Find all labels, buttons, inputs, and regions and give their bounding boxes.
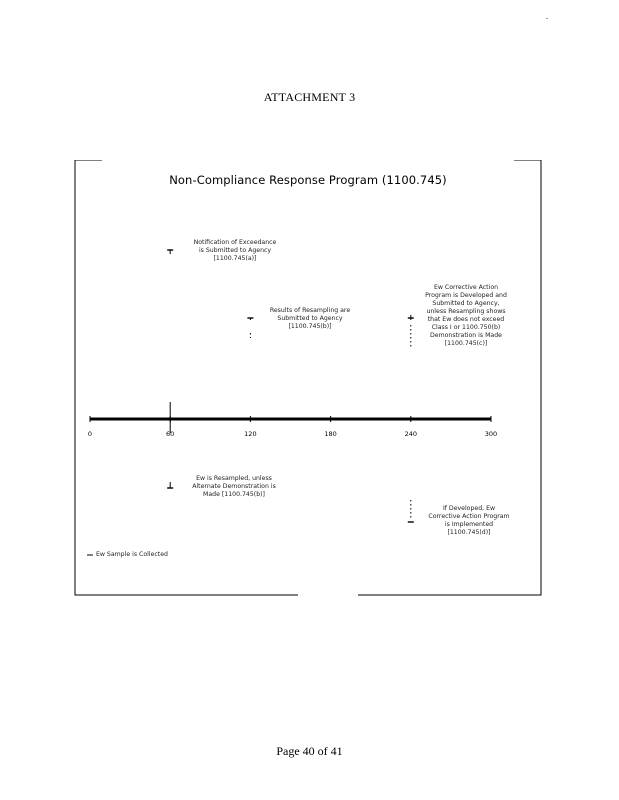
frame-border-left: [75, 173, 298, 595]
tick-label: 60: [166, 430, 175, 438]
frame-border: [75, 160, 102, 173]
tick-label: 120: [244, 430, 257, 438]
event-implementation-note: If Developed, Ew Corrective Action Program is Implemented [1100.745(d)]: [428, 505, 510, 536]
tick-label: 240: [404, 430, 417, 438]
event-notification-note: Notification of Exceedance is Submitted to Agency [1100.745(a)]: [193, 239, 277, 262]
tick-label: 180: [324, 430, 337, 438]
event-resampling-results-note: Results of Resampling are Submitted to Agency [1100.745(b)]: [269, 307, 351, 330]
corner-mark: .: [546, 12, 548, 21]
event-corrective-program-note: Ew Corrective Action Program is Developed and Submitted to Agency, unless Resampling shows that Ew does not exceed Class I or 1100.750(b) Demonstration is Made [1100.745(c)]: [425, 284, 507, 347]
page-footer: Page 40 of 41: [276, 744, 343, 758]
page-heading: ATTACHMENT 3: [263, 90, 356, 104]
tick-label: 300: [484, 430, 498, 438]
legend-label: Ew Sample is Collected: [96, 551, 168, 558]
tick-label: 0: [87, 430, 93, 438]
chart-frame: [74, 160, 542, 596]
event-resample-note: Ew is Resampled, unless Alternate Demonstration is Made [1100.745(b)]: [192, 475, 276, 498]
chart-title: Non-Compliance Response Program (1100.745): [169, 173, 447, 187]
legend: [86, 551, 168, 558]
